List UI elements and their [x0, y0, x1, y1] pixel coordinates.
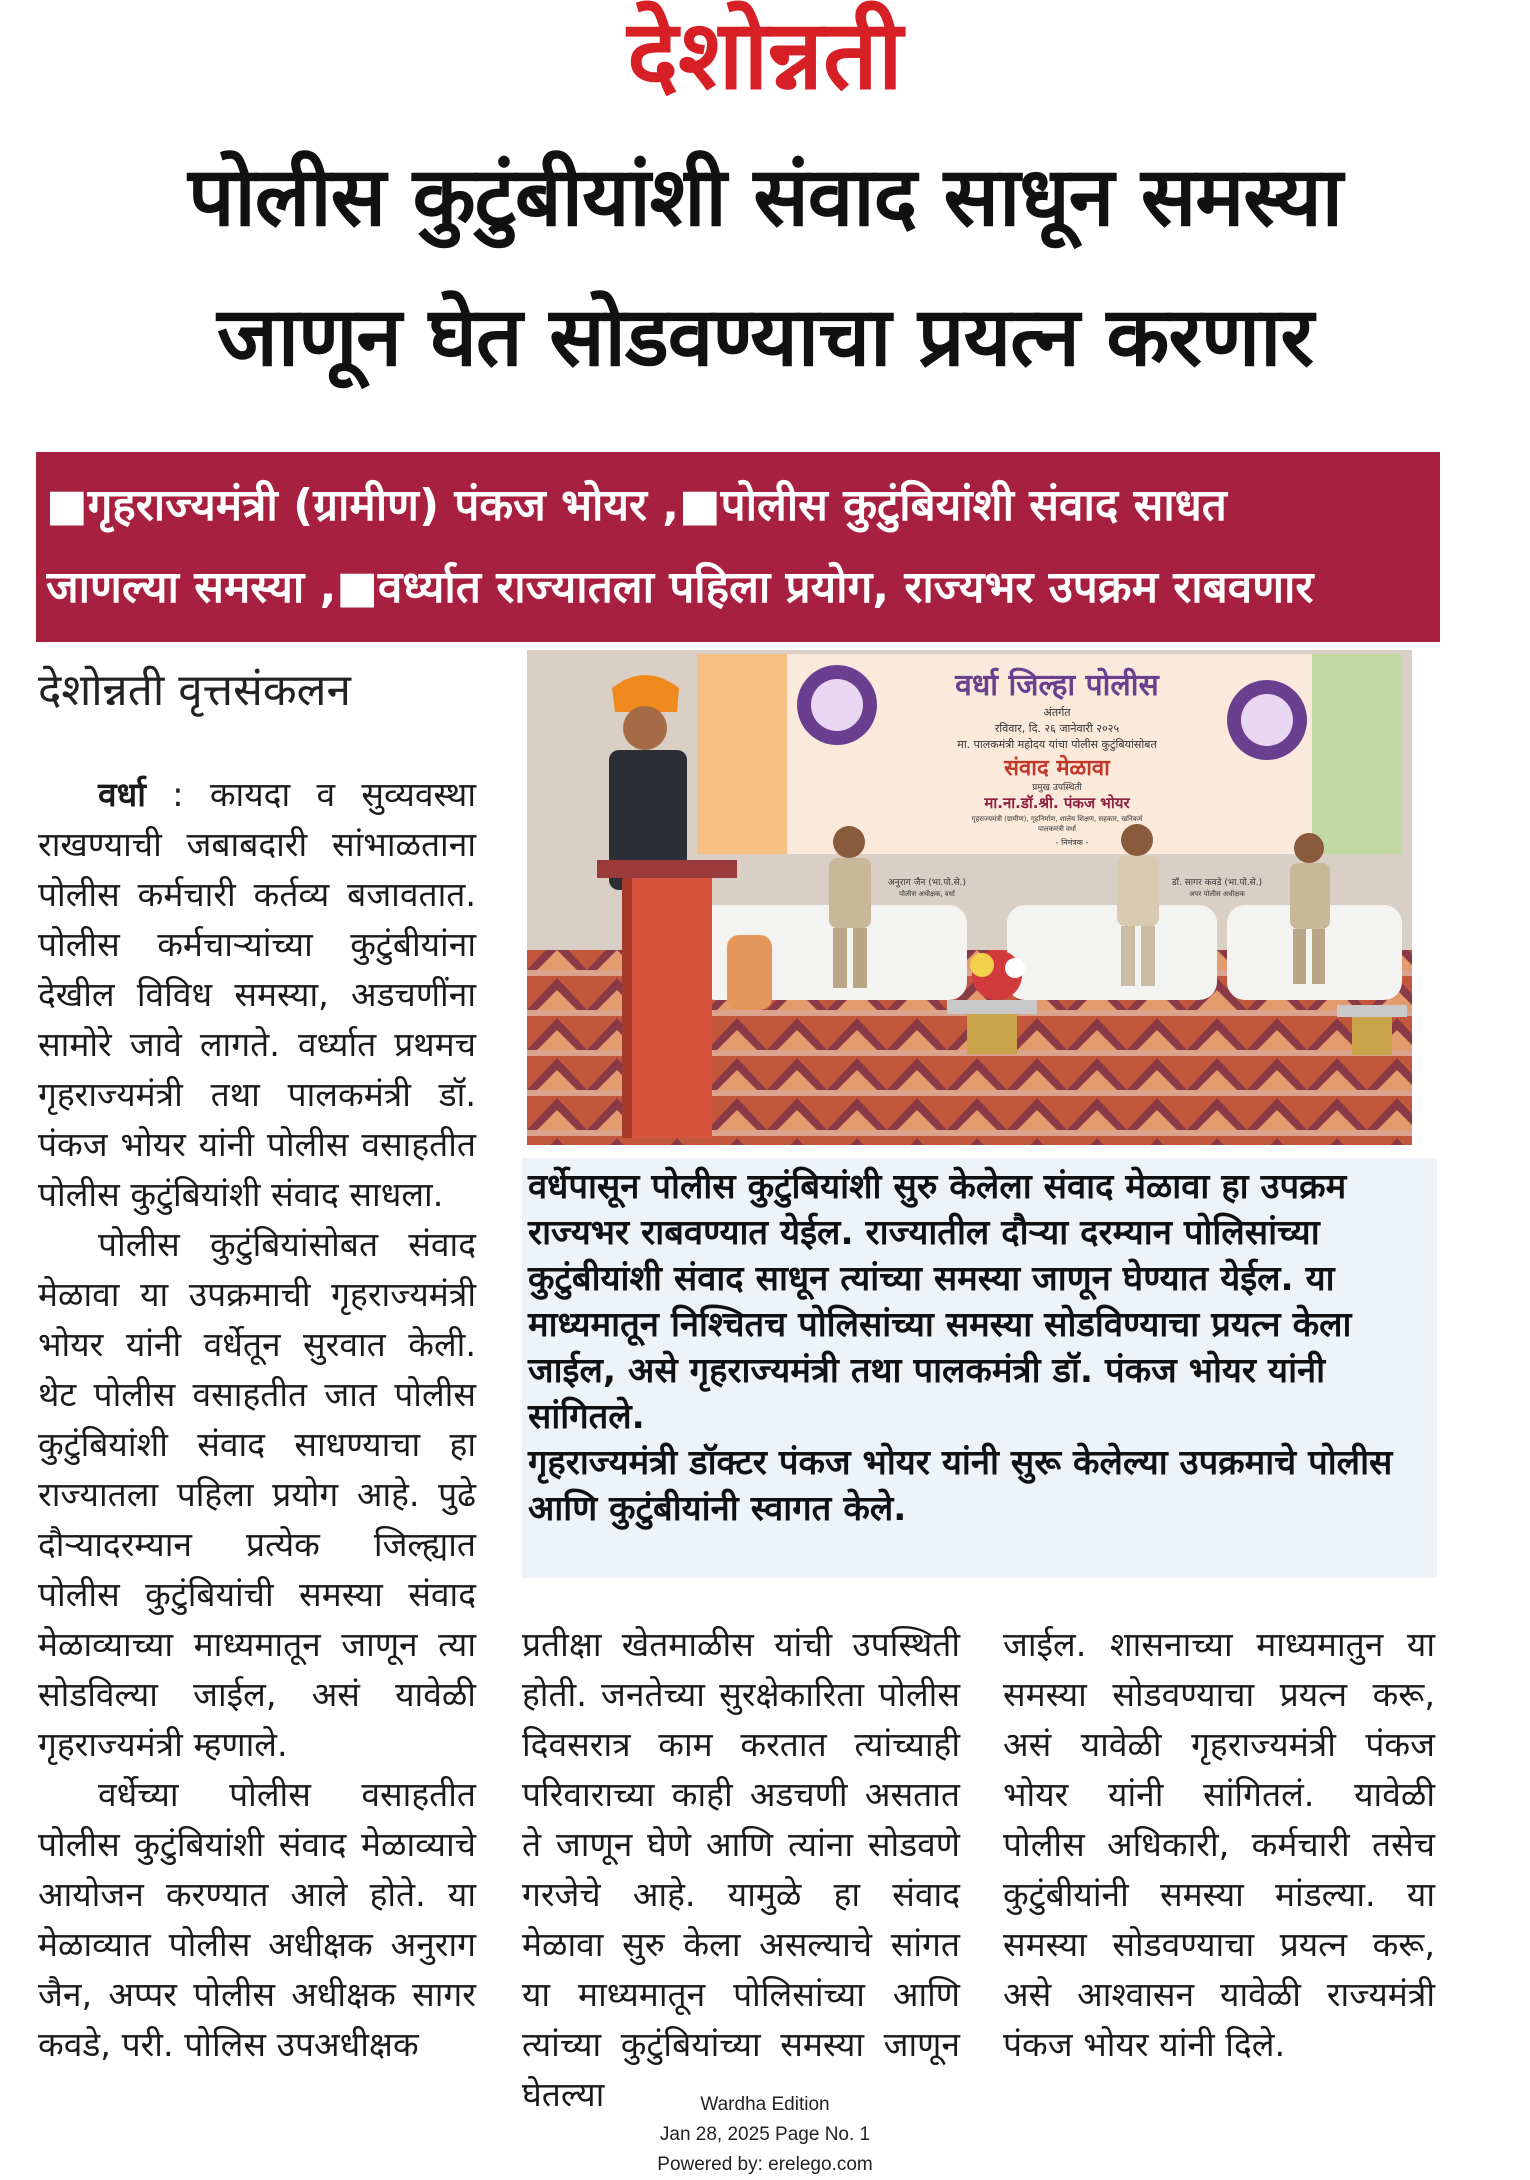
article-paragraph: वर्धा : कायदा व सुव्यवस्था राखण्याची जबाबदारी सांभाळताना पोलीस कर्मचारी कर्तव्य बजावतात. पोलीस कर्मचाऱ्यांच्या कुटुंबीयांना देखील विविध समस्या, अडचणींना सामोरे जावे लागते. वर्ध्यात प्रथमच गृहराज्यमंत्री तथा पालकमंत्री डॉ. पंकज भोयर यांनी पोलीस वसाहतीत पोलीस कुटुंबियांशी संवाद साधला.	[38, 775, 476, 1214]
event-photo	[527, 650, 1412, 1145]
article-paragraph: वर्धेच्या पोलीस वसाहतीत पोलीस कुटुंबियांशी संवाद मेळाव्याचे आयोजन करण्यात आले होते. या मेळाव्यात पोलीस अधीक्षक अनुराग जैन, अप्पर पोलीस अधीक्षक सागर कवडे, परी. पोलिस उपअधीक्षक	[38, 1775, 476, 2064]
seated-guest	[727, 935, 772, 1010]
speaker	[609, 675, 687, 890]
banner-note: - निमंत्रक -	[1055, 838, 1089, 847]
banner-event: संवाद मेळावा	[1004, 756, 1110, 781]
article-column-3	[1003, 1620, 1435, 2070]
byline: देशोन्नती वृत्तसंकलन	[38, 665, 351, 716]
footer-date-page: Jan 28, 2025 Page No. 1	[659, 2124, 871, 2145]
banner-guest-role-2: पालकमंत्री वर्धा	[1037, 825, 1077, 833]
dateline: वर्धा	[98, 775, 146, 814]
callout-box	[522, 1158, 1437, 1578]
headline-line-2: जाणून घेत सोडवण्याचा प्रयत्न करणार	[217, 290, 1313, 385]
article-paragraph: जाईल. शासनाच्या माध्यमातुन या समस्या सोडवण्याचा प्रयत्न करू, असं यावेळी गृहराज्यमंत्री पंकज भोयर यांनी सांगितलं. यावेळी पोलीस अधिकारी, कर्मचारी तसेच कुटुंबीयांनी समस्या मांडल्या. या समस्या सोडवण्याचा प्रयत्न करू, असे आश्वासन यावेळी राज्यमंत्री पंकज भोयर यांनी दिले.	[1003, 1625, 1435, 2064]
banner-host-1-role: पोलीस अधीक्षक, वर्धा	[899, 890, 955, 898]
subheadline-line-2: जाणल्या समस्या ,■वर्ध्यात राज्यातला पहिला प्रयोग, राज्यभर उपक्रम राबवणार	[46, 562, 1314, 613]
callout-paragraph: वर्धेपासून पोलीस कुटुंबियांशी सुरु केलेला संवाद मेळावा हा उपक्रम राज्यभर राबवण्यात येईल. राज्यातील दौऱ्या दरम्यान पोलिसांच्या कुटुंबीयांशी संवाद साधून त्यांच्या समस्या जाणून घेण्यात येईल. या माध्यमातून निश्चितच पोलिसांच्या समस्या सोडविण्याचा प्रयत्न केला जाईल, असे गृहराज्यमंत्री तथा पालकमंत्री डॉ. पंकज भोयर यांनी सांगितले.	[528, 1167, 1352, 1437]
newspaper-masthead: देशोन्नती	[627, 0, 903, 111]
banner-guest: मा.ना.डॉ.श्री. पंकज भोयर	[984, 794, 1130, 812]
callout-paragraph: गृहराज्यमंत्री डॉक्टर पंकज भोयर यांनी सुरू केलेल्या उपक्रमाचे पोलीस आणि कुटुंबीयांनी स्वागत केले.	[528, 1443, 1393, 1529]
banner-line: अंतर्गत	[1043, 706, 1071, 719]
footer-powered-by[interactable]: Powered by: erelego.com	[657, 2154, 873, 2175]
article-column-2	[522, 1620, 960, 2120]
paragraph-text: कायदा व सुव्यवस्था राखण्याची जबाबदारी सांभाळताना पोलीस कर्मचारी कर्तव्य बजावतात. पोलीस कर्मचाऱ्यांच्या कुटुंबीयांना देखील विविध समस्या, अडचणींना सामोरे जावे लागते. वर्ध्यात प्रथमच गृहराज्यमंत्री तथा पालकमंत्री डॉ. पंकज भोयर यांनी पोलीस वसाहतीत पोलीस कुटुंबियांशी संवाद साधला.	[38, 775, 476, 1214]
banner-host-2-role: अपर पोलीस अधीक्षक	[1189, 890, 1245, 898]
event-photo-illustration	[527, 650, 1412, 1145]
footer-edition: Wardha Edition	[700, 2094, 830, 2115]
banner-host-1: अनुराग जैन (भा.पो.से.)	[887, 878, 967, 888]
banner-guest-role: गृहराज्यमंत्री (ग्रामीण), गृहनिर्माण, शालेय शिक्षण, सहकार, खनिकर्म	[971, 815, 1143, 823]
article-paragraph: पोलीस कुटुंबियांसोबत संवाद मेळावा या उपक्रमाची गृहराज्यमंत्री भोयर यांनी वर्धेतून सुरवात केली. थेट पोलीस वसाहतीत जात पोलीस कुटुंबियांशी संवाद साधण्याचा हा राज्यातला पहिला प्रयोग आहे. पुढे दौऱ्यादरम्यान प्रत्येक जिल्ह्यात पोलीस कुटुंबियांची समस्या संवाद मेळाव्याच्या माध्यमातून जाणून त्या सोडविल्या जाईल, असं यावेळी गृहराज्यमंत्री म्हणाले.	[38, 1225, 476, 1764]
article-column-1	[38, 770, 476, 2070]
podium	[622, 878, 712, 1138]
article-paragraph: प्रतीक्षा खेतमाळीस यांची उपस्थिती होती. जनतेच्या सुरक्षेकारिता पोलीस दिवसरात्र काम करतात त्यांच्याही परिवाराच्या काही अडचणी असतात ते जाणून घेणे आणि त्यांना सोडवणे गरजेचे आहे. यामुळे हा संवाद मेळावा सुरु केला असल्याचे सांगत या माध्यमातून पोलिसांच्या आणि त्यांच्या कुटुंबियांच्या समस्या जाणून घेतल्या	[522, 1625, 960, 2114]
headline-line-1: पोलीस कुटुंबीयांशी संवाद साधून समस्या	[187, 150, 1342, 245]
subheadline-line-1: ■गृहराज्यमंत्री (ग्रामीण) पंकज भोयर ,■पोलीस कुटुंबियांशी संवाद साधत	[46, 480, 1227, 531]
banner-line: रविवार, दि. २६ जानेवारी २०२५	[994, 722, 1120, 735]
banner-host-2: डॉ. सागर कवडे (भा.पो.से.)	[1171, 878, 1263, 888]
banner-line: मा. पालकमंत्री महोदय यांचा पोलीस कुटुंबियांसोबत	[957, 738, 1157, 751]
sofa	[1007, 905, 1217, 1000]
banner-guest-label: प्रमुख उपस्थिती	[1032, 783, 1082, 793]
subheadline-banner	[36, 452, 1440, 642]
banner-title: वर्धा जिल्हा पोलीस	[955, 668, 1159, 703]
podium-top	[597, 860, 737, 878]
